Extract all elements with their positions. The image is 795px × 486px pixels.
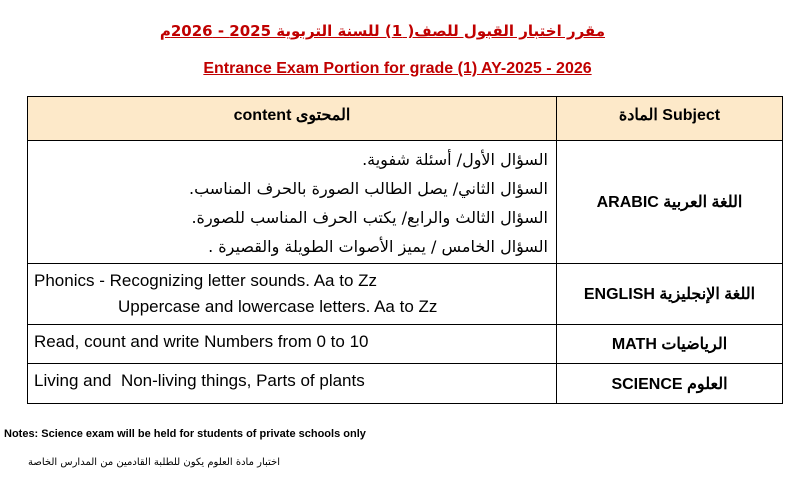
title-english: Entrance Exam Portion for grade (1) AY-2025 - 2026 (203, 60, 592, 77)
science-content: Living and Non-living things, Parts of plants (28, 364, 557, 404)
english-line-1: Phonics - Recognizing letter sounds. Aa to Zz (34, 271, 378, 290)
subject-arabic: اللغة العربية ARABIC (557, 141, 783, 264)
table-row-arabic (28, 141, 783, 264)
table-row-science (28, 364, 783, 404)
subject-math: الرياضيات MATH (557, 325, 783, 364)
exam-portion-table (27, 96, 783, 404)
math-content: Read, count and write Numbers from 0 to 10 (28, 325, 557, 364)
table-row-english (28, 264, 783, 325)
table-row-math (28, 325, 783, 364)
note-arabic: اختبار مادة العلوم يكون للطلبة القادمين من المدارس الخاصة (28, 457, 280, 468)
english-line-2: Uppercase and lowercase letters. Aa to Zz (118, 297, 438, 316)
table-header-row (28, 97, 783, 141)
subject-english: اللغة الإنجليزية ENGLISH (557, 264, 783, 325)
subject-science: العلوم SCIENCE (557, 364, 783, 404)
header-content: content المحتوى (28, 97, 557, 141)
header-subject: المادة Subject (557, 97, 783, 141)
arabic-item-2: السؤال الثاني/ يصل الطالب الصورة بالحرف المناسب. (189, 179, 548, 198)
english-content (28, 264, 557, 325)
arabic-item-1: السؤال الأول/ أسئلة شفوية. (362, 150, 548, 169)
arabic-content (28, 141, 557, 264)
title-arabic: مقرر اختبار القبول للصف( 1) للسنة التربوية 2025 - 2026م (159, 22, 605, 40)
note-english: Notes: Science exam will be held for students of private schools only (4, 428, 366, 440)
arabic-item-3: السؤال الثالث والرابع/ يكتب الحرف المناسب للصورة. (191, 208, 548, 227)
arabic-item-4: السؤال الخامس / يميز الأصوات الطويلة والقصيرة . (208, 237, 548, 256)
